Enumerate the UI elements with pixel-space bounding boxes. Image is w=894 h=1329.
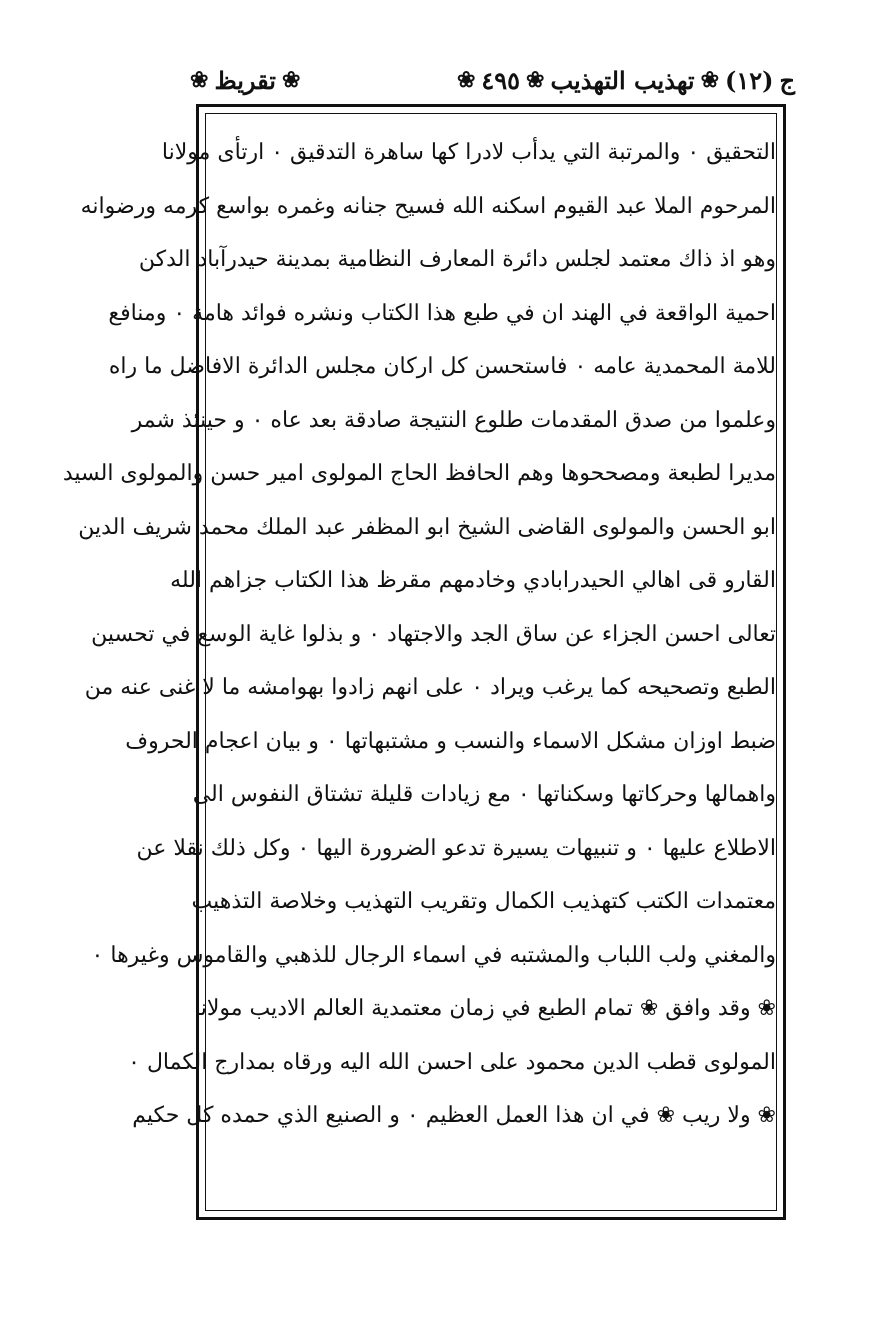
text-line: ضبط اوزان مشكل الاسماء والنسب و مشتبهاتها ۰ و بيان اعجام الحروف (125, 728, 776, 754)
text-line: ❀ ولا ريب ❀ في ان هذا العمل العظيم ۰ و الصنيع الذي حمده كل حكيم (132, 1103, 776, 1128)
text-line: واهمالها وحركاتها وسكناتها ۰ مع زيادات قليلة تشتاق النفوس الى (192, 782, 776, 807)
text-line: المولوى قطب الدين محمود على احسن الله اليه ورقاه بمدارج الكمال ۰ (128, 1049, 776, 1075)
text-line: والمغني ولب اللباب والمشتبه في اسماء الرجال للذهبي والقاموس وغيرها ۰ (91, 942, 776, 968)
text-line: معتمدات الكتب كتهذيب الكمال وتقريب التهذيب وخلاصة التذهيب (191, 889, 776, 914)
section-title: تقريظ (214, 65, 276, 95)
header-right-group (457, 66, 795, 95)
flower-ornament-icon: ❀ (190, 67, 209, 93)
flower-ornament-icon: ❀ (456, 67, 476, 93)
flower-ornament-icon: ❀ (700, 67, 719, 93)
text-line: احمية الواقعة في الهند ان في طبع هذا الكتاب ونشره فوائد هامة ۰ ومنافع (108, 300, 776, 326)
text-line: الاطلاع عليها ۰ و تنبيهات يسيرة تدعو الضرورة اليها ۰ وكل ذلك نقلا عن (136, 835, 776, 861)
running-header (190, 58, 795, 102)
page-number: ٤٩٥ (481, 65, 521, 95)
text-line: للامة المحمدية عامه ۰ فاستحسن كل اركان مجلس الدائرة الافاضل ما راه (108, 354, 776, 379)
volume-label: ج (779, 65, 795, 95)
flower-ornament-icon: ❀ (281, 67, 301, 93)
text-line: تعالى احسن الجزاء عن ساق الجد والاجتهاد ۰ و بذلوا غاية الوسع في تحسين (91, 621, 776, 647)
text-line: وهو اذ ذاك معتمد لجلس دائرة المعارف النظامية بمدينة حيدرآباد الدكن (138, 247, 776, 272)
text-line: المرحوم الملا عبد القيوم اسكنه الله فسيح جنانه وغمره بواسع كرمه ورضوانه (80, 193, 776, 219)
book-title: تهذيب التهذيب (550, 65, 695, 95)
text-line: الطبع وتصحيحه كما يرغب ويراد ۰ على انهم زادوا بهوامشه ما لا غنى عنه من (84, 675, 776, 700)
text-line: ❀ وقد وافق ❀ تمام الطبع في زمان معتمدية العالم الاديب مولانا (194, 996, 776, 1021)
text-line: التحقيق ۰ والمرتبة التي يدأب لادرا كها ساهرة التدقيق ۰ ارتأى مولانا (161, 140, 776, 165)
text-line: ابو الحسن والمولوى القاضى الشيخ ابو المظفر عبد الملك محمد شريف الدين (78, 514, 776, 540)
text-line: وعلموا من صدق المقدمات طلوع النتيجة صادقة بعد عاه ۰ و حينئذ شمر (131, 407, 776, 433)
text-line: مديرا لطبعة ومصححوها وهم الحافظ الحاج المولوى امير حسن والمولوى السيد (62, 461, 776, 486)
flower-ornament-icon: ❀ (526, 67, 545, 93)
page-paren-number: (١٢) (725, 65, 774, 95)
text-line: القارو قى اهالي الحيدرابادي وخادمهم مقرظ هذا الكتاب جزاهم الله (170, 568, 776, 593)
header-left-group (190, 66, 300, 95)
body-text (62, 126, 776, 1143)
